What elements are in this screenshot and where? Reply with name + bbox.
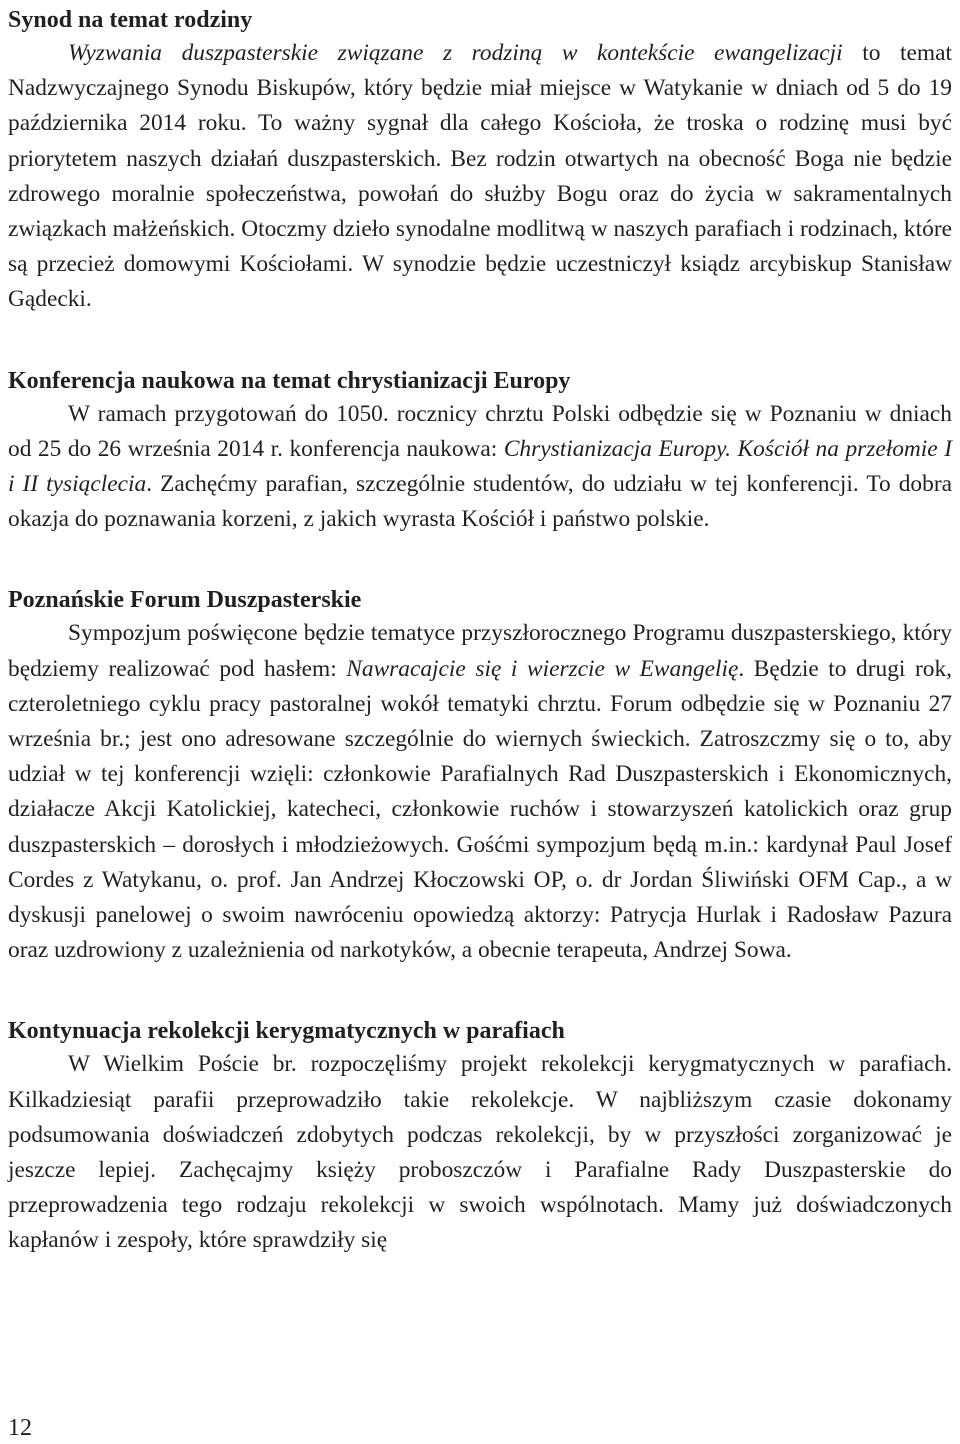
text-span: . Zachęćmy parafian, szczególnie studentów, do udziału w tej konferencji. To dobra okazja do poznawania korzeni, z jakich wyrasta Kościół i państwo polskie. xyxy=(8,471,952,533)
text-span: . Będzie to drugi rok, czteroletniego cyklu pracy pastoralnej wokół tematyki chrztu. Forum odbędzie się w Poznaniu 27 września br.; jest ono adresowane szczególnie do wiernych świeckich. Zatroszczmy się o to, aby udział w tej konferencji wzięli: członkowie Parafialnych Rad Duszpasterskich i Ekonomicznych, działacze Akcji Katolickiej, katecheci, członkowie ruchów i stowarzyszeń katolickich oraz grup duszpasterskich – dorosłych i młodzieżowych. Gośćmi sympozjum będą m.in.: kardynał Paul Josef Cordes z Watykanu, o. prof. Jan Andrzej Kłoczowski OP, o. dr Jordan Śliwiński OFM Cap., a w dyskusji panelowej o swoim nawróceniu opowiedzą aktorzy: Patrycja Hurlak i Radosław Pazura oraz uzdrowiony z uzależnienia od narkotyków, a obecnie terapeuta, Andrzej Sowa. xyxy=(8,655,952,964)
section-title: Synod na temat rodziny xyxy=(8,7,253,33)
text-span: W ramach przygotowań do 1050. rocznicy chrztu Polski odbędzie się w Poznaniu w dniach od 25 do 26 września 2014 r. konferencja naukowa: xyxy=(8,400,952,462)
section-rekolekcje xyxy=(8,1015,952,1258)
section-synod xyxy=(8,4,952,318)
section-forum xyxy=(8,584,952,968)
text-span: W Wielkim Poście br. rozpoczęliśmy projekt rekolekcji kerygmatycznych w parafiach. Kilkadziesiąt parafii przeprowadziło takie rekolekcje. W najbliższym czasie dokonamy podsumowania doświadczeń zdobytych podczas rekolekcji, by w przyszłości zorganizować je jeszcze lepiej. Zachęcajmy księży proboszczów i Parafialne Rady Duszpasterskie do przeprowadzenia tego rodzaju rekolekcji w swoich wspólnotach. Mamy już doświadczonych kapłanów i zespoły, które sprawdziły się xyxy=(8,1051,952,1254)
document-page xyxy=(8,4,952,1306)
section-konferencja xyxy=(8,365,952,538)
text-span: Sympozjum poświęcone będzie tematyce przyszłorocznego Programu duszpasterskiego, który będziemy realizować pod hasłem: xyxy=(8,620,952,682)
section-paragraph xyxy=(8,36,952,318)
section-title: Poznańskie Forum Duszpasterskie xyxy=(8,587,362,614)
section-paragraph xyxy=(8,616,952,968)
section-title: Kontynuacja rekolekcji kerygmatycznych w parafiach xyxy=(8,1018,565,1045)
text-span: to temat Nadzwyczajnego Synodu Biskupów, który będzie miał miejsce w Watykanie w dniach od 5 do 19 października 2014 roku. To ważny sygnał dla całego Kościoła, że troska o rodzinę musi być priorytetem naszych działań duszpasterskich. Bez rodzin otwartych na obecność Boga nie będzie zdrowego moralnie społeczeństwa, powołań do służby Bogu oraz do życia w sakramentalnych związkach małżeńskich. Otoczmy dzieło synodalne modlitwą w naszych parafiach i rodzinach, które są przecież domowymi Kościołami. W synodzie będzie uczestniczył ksiądz arcybiskup Stanisław Gądecki. xyxy=(8,40,952,313)
section-paragraph xyxy=(8,1047,952,1258)
italic-span: Wyzwania duszpasterskie związane z rodziną w kontekście ewangelizacji xyxy=(68,40,843,66)
page-number: 12 xyxy=(8,1415,32,1441)
section-title: Konferencja naukowa na temat chrystianizacji Europy xyxy=(8,367,571,394)
italic-span: Nawracajcie się i wierzcie w Ewangelię xyxy=(346,655,739,682)
italic-span: Chrystianizacja Europy. Kościół na przełomie I i II tysiąclecia xyxy=(8,435,952,498)
section-paragraph xyxy=(8,397,952,538)
